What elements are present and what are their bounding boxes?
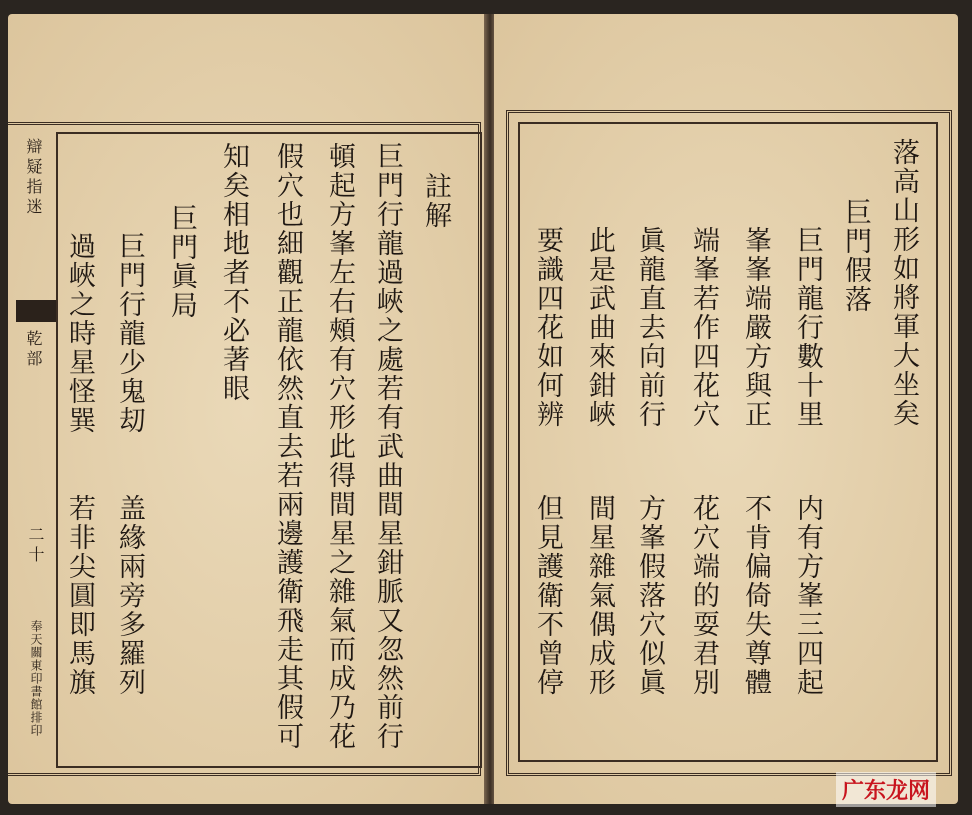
text-column-11: 此是武曲來鉗峽 <box>584 226 615 429</box>
text-column-1: 落高山形如將軍大坐矣 <box>888 138 919 428</box>
text-column-8: 過峽之時星怪巽 <box>64 232 95 435</box>
text-column-10: 若非尖圓即馬旗 <box>64 494 95 697</box>
publisher-imprint: 奉天關東印書館排印 <box>29 620 43 737</box>
text-column-9: 眞龍直去向前行 <box>634 226 665 429</box>
text-column-10: 方峯假落穴似眞 <box>634 494 665 697</box>
text-column-6: 不肯偏倚失尊體 <box>740 494 771 697</box>
text-column-13: 要識四花如何辨 <box>532 226 563 429</box>
site-watermark: 广东龙网 <box>836 772 936 807</box>
right-page <box>494 14 958 804</box>
book-title: 辯疑指迷 <box>24 138 43 218</box>
text-column-9: 盖緣兩旁多羅列 <box>114 494 145 697</box>
text-column-14: 但見護衛不曾停 <box>532 494 563 697</box>
page-number: 二十 <box>26 526 45 566</box>
right-page-inner-border <box>518 122 938 762</box>
text-column-4: 假穴也細觀正龍依然直去若兩邊護衛飛走其假可 <box>272 142 303 751</box>
text-column-8: 花穴端的耍君別 <box>688 494 719 697</box>
text-column-5: 峯峯端嚴方與正 <box>740 226 771 429</box>
text-column-1: 註解 <box>420 172 451 230</box>
text-column-12: 間星雜氣偶成形 <box>584 494 615 697</box>
text-column-5: 知矣相地者不必著眼 <box>218 142 249 403</box>
text-column-2: 巨門行龍過峽之處若有武曲間星鉗脈又忽然前行 <box>372 142 403 751</box>
text-column-2: 巨門假落 <box>840 198 871 314</box>
left-page <box>8 14 486 804</box>
text-column-6: 巨門眞局 <box>166 204 197 320</box>
text-column-3: 頓起方峯左右頰有穴形此得間星之雜氣而成乃花 <box>324 142 355 751</box>
section-label: 乾部 <box>24 330 43 370</box>
text-column-7: 巨門行龍少鬼刧 <box>114 232 145 435</box>
text-column-3: 巨門龍行數十里 <box>792 226 823 429</box>
text-column-7: 端峯若作四花穴 <box>688 226 719 429</box>
margin-fishtail-mark <box>16 300 56 322</box>
text-column-4: 内有方峯三四起 <box>792 494 823 697</box>
